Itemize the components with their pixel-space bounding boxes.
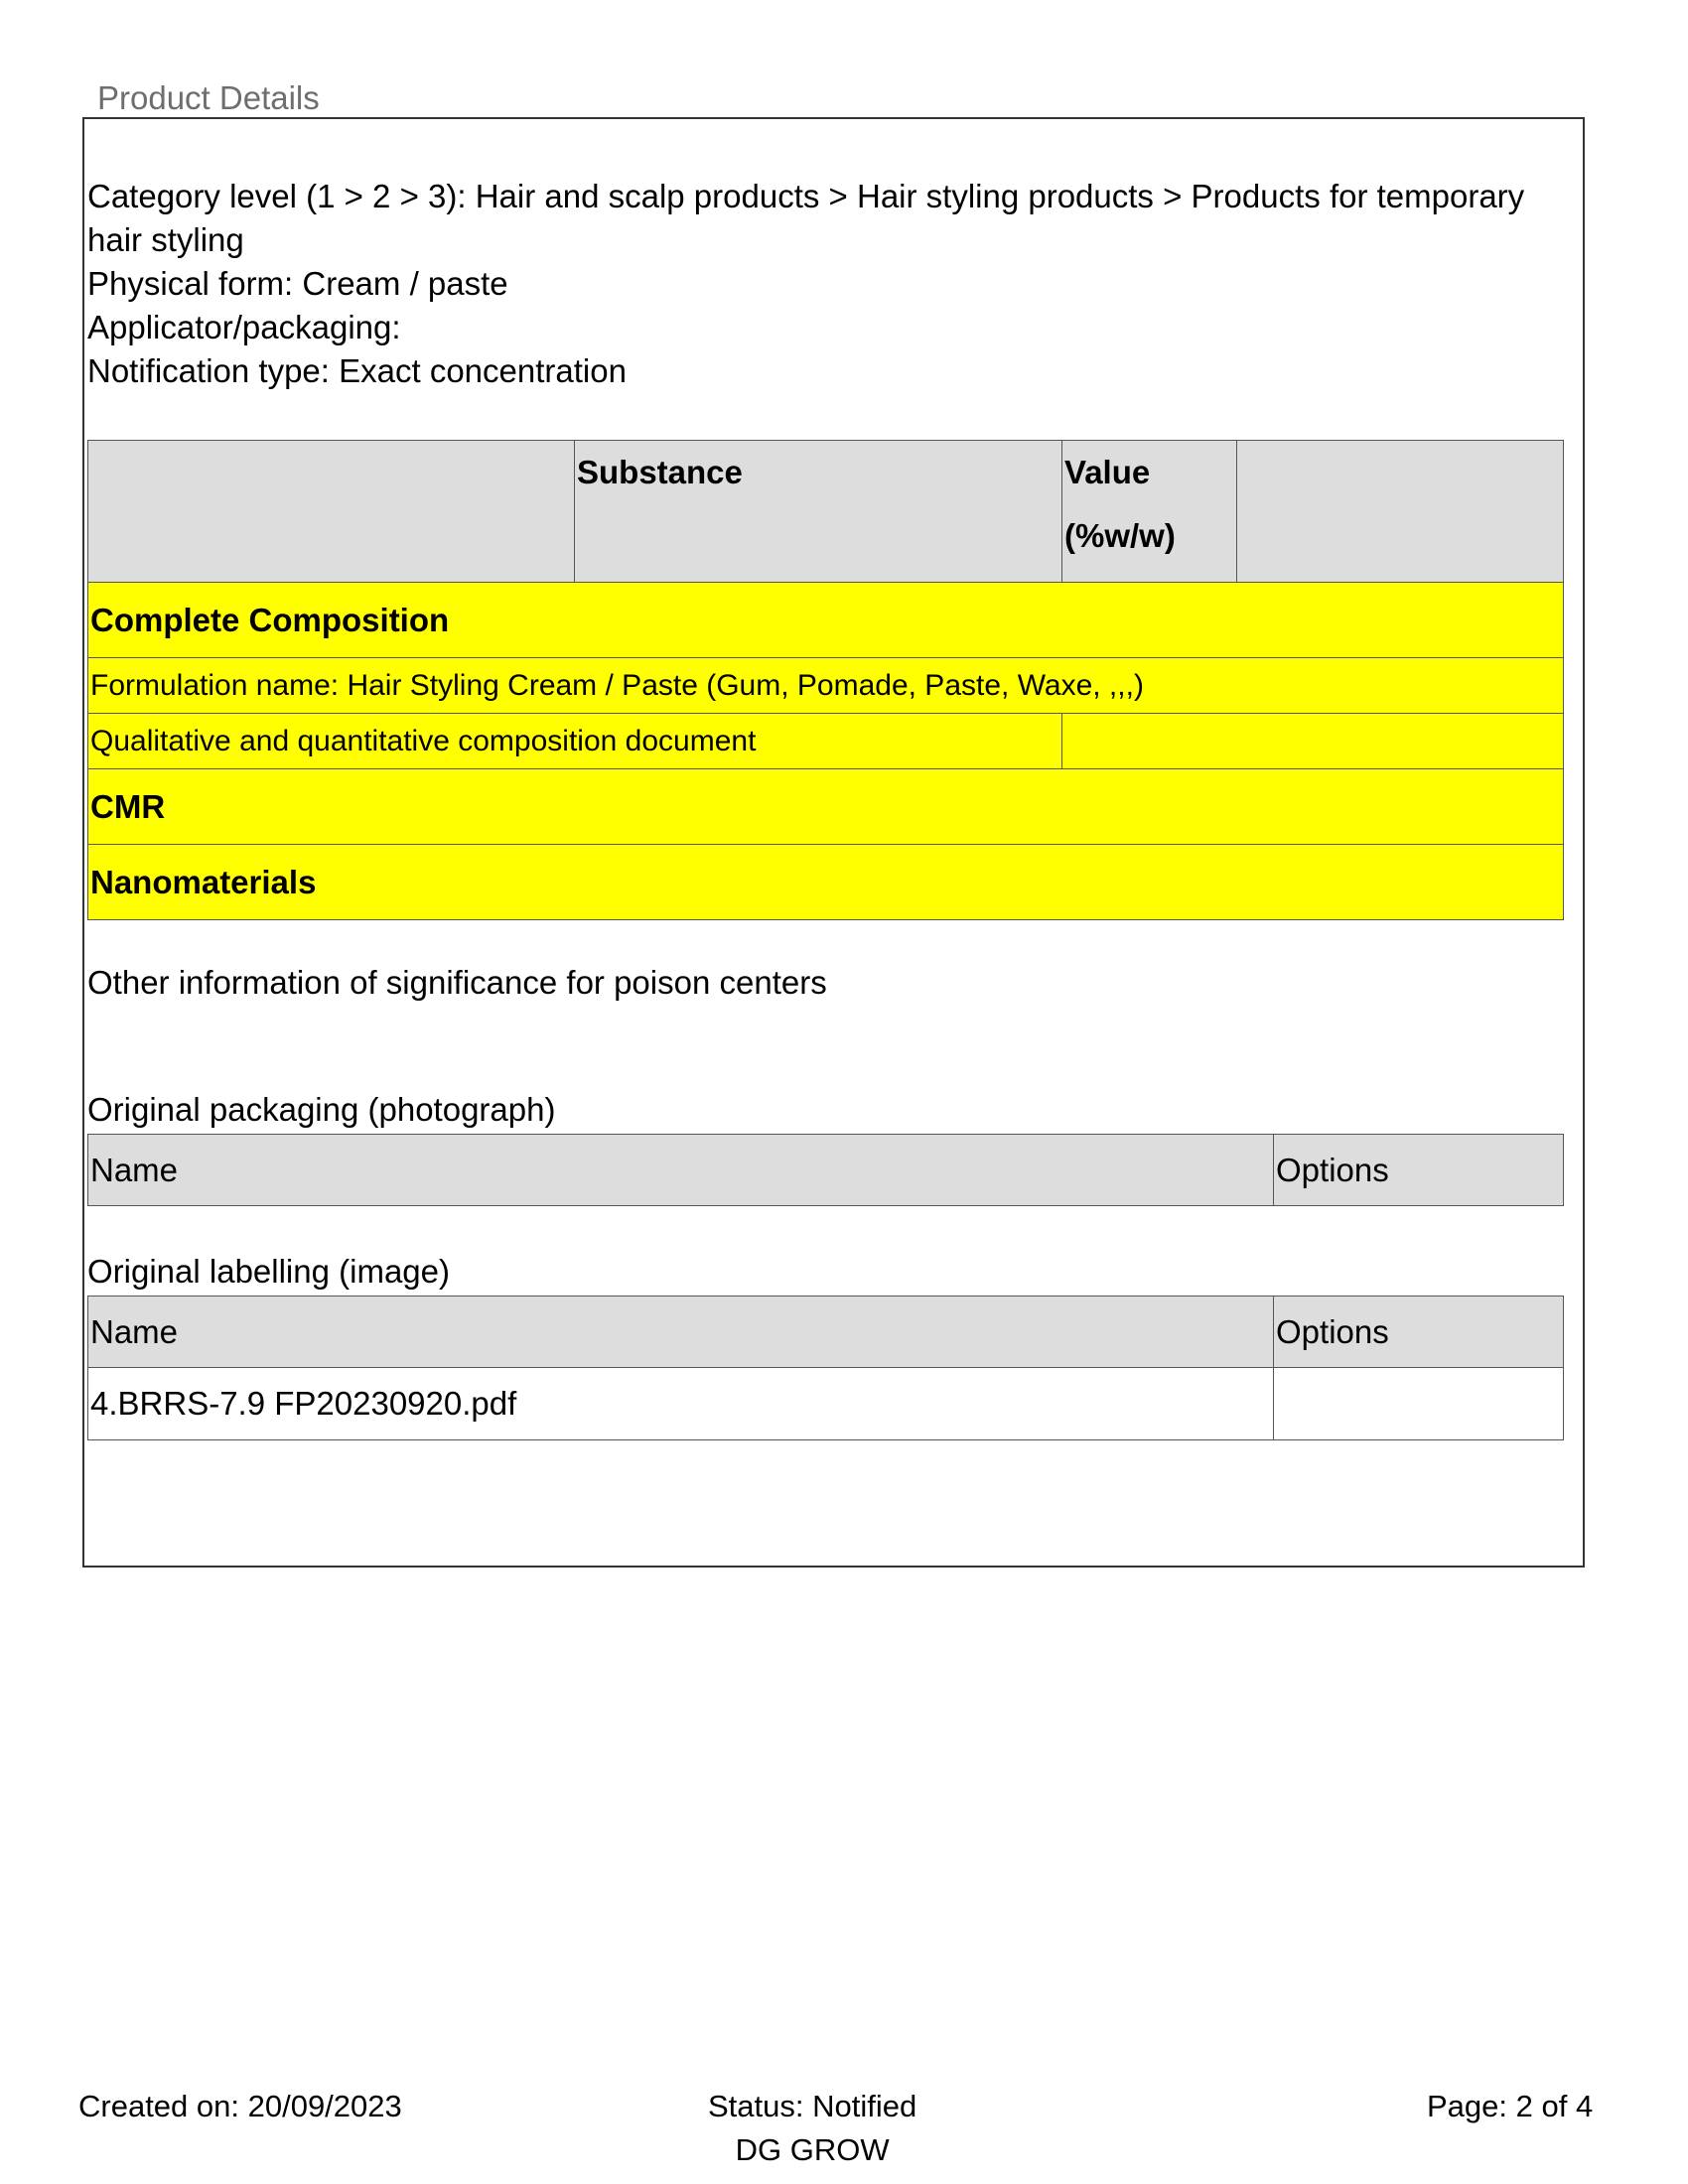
formulation-name-text: Formulation name: Hair Styling Cream / Paste (Gum, Pomade, Paste, Waxe, ,,,) bbox=[88, 658, 1564, 714]
original-labelling-caption: Original labelling (image) bbox=[87, 1253, 450, 1290]
packaging-header-name: Name bbox=[88, 1135, 1274, 1206]
qq-document-value bbox=[1062, 714, 1564, 769]
header-extra-cell bbox=[1237, 441, 1564, 583]
labelling-header-name: Name bbox=[88, 1297, 1274, 1368]
status-block bbox=[708, 2085, 916, 2172]
qq-document-label: Qualitative and quantitative composition document bbox=[88, 714, 1062, 769]
nanomaterials-row bbox=[88, 845, 1564, 920]
labelling-header-options: Options bbox=[1274, 1297, 1564, 1368]
notification-type-text: Notification type: Exact concentration bbox=[87, 352, 627, 389]
nanomaterials-heading: Nanomaterials bbox=[88, 845, 1564, 920]
labelling-file-name[interactable]: 4.BRRS-7.9 FP20230920.pdf bbox=[88, 1368, 1274, 1440]
original-packaging-table bbox=[87, 1134, 1564, 1206]
formulation-name-row bbox=[88, 658, 1564, 714]
status-text: Status: Notified bbox=[708, 2089, 917, 2123]
page-number-text: Page: 2 of 4 bbox=[1427, 2089, 1594, 2123]
product-info bbox=[87, 175, 1577, 393]
complete-composition-row bbox=[88, 583, 1564, 658]
labelling-file-options bbox=[1274, 1368, 1564, 1440]
complete-composition-heading: Complete Composition bbox=[88, 583, 1564, 658]
product-details-panel bbox=[82, 117, 1585, 1568]
created-on-text: Created on: 20/09/2023 bbox=[78, 2089, 402, 2123]
packaging-header-row bbox=[88, 1135, 1564, 1206]
other-information-text: Other information of significance for poison centers bbox=[87, 964, 827, 1001]
composition-header-row bbox=[88, 441, 1564, 583]
original-packaging-caption: Original packaging (photograph) bbox=[87, 1091, 556, 1128]
section-title: Product Details bbox=[97, 79, 320, 116]
packaging-header-options: Options bbox=[1274, 1135, 1564, 1206]
cmr-heading: CMR bbox=[88, 769, 1564, 845]
header-value-unit: (%w/w) bbox=[1064, 517, 1176, 554]
header-blank-cell bbox=[88, 441, 575, 583]
category-level-text: Category level (1 > 2 > 3): Hair and scalp products > Hair styling products > Products for temporary hair styling bbox=[87, 178, 1525, 258]
table-row bbox=[88, 1368, 1564, 1440]
organization-text: DG GROW bbox=[735, 2132, 890, 2167]
header-value bbox=[1062, 441, 1237, 583]
composition-table bbox=[87, 440, 1564, 920]
original-labelling-table bbox=[87, 1296, 1564, 1440]
labelling-header-row bbox=[88, 1297, 1564, 1368]
header-value-label: Value bbox=[1064, 454, 1151, 490]
applicator-packaging-text: Applicator/packaging: bbox=[87, 309, 401, 345]
qq-document-row bbox=[88, 714, 1564, 769]
physical-form-text: Physical form: Cream / paste bbox=[87, 265, 508, 302]
cmr-row bbox=[88, 769, 1564, 845]
header-substance: Substance bbox=[575, 441, 1062, 583]
